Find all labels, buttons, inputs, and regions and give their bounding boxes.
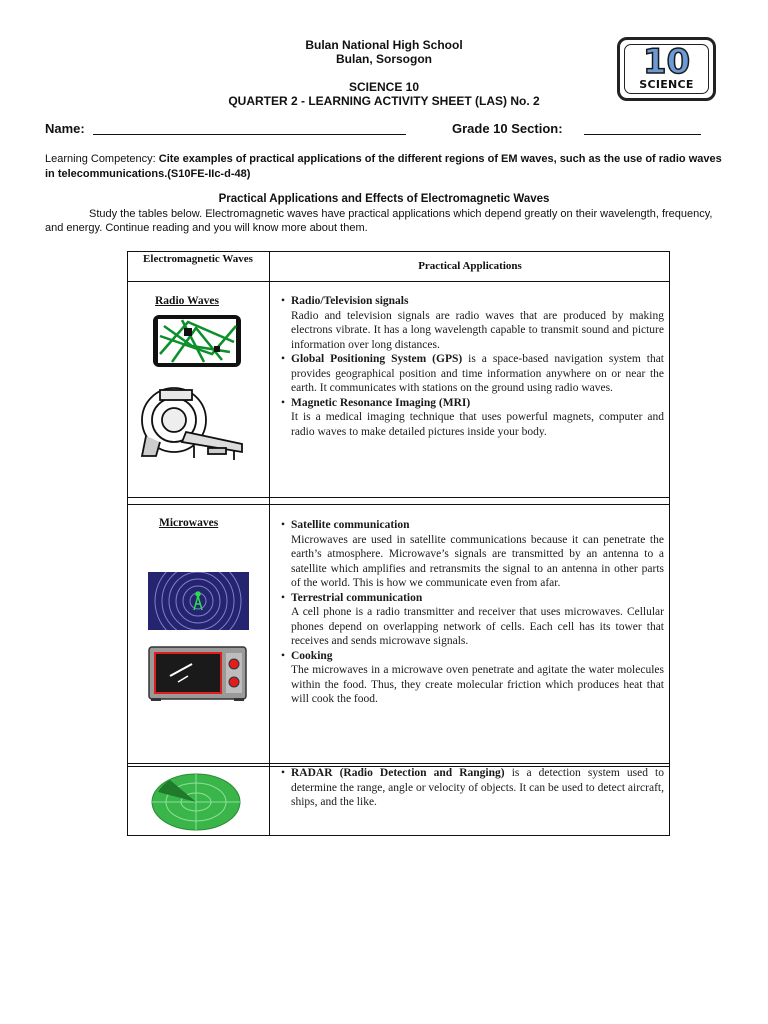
- section-title: Practical Applications and Effects of Electromagnetic Waves: [218, 193, 550, 205]
- app-title: Satellite communication: [291, 519, 410, 531]
- science-10-logo: [617, 37, 716, 101]
- table-column-divider: [269, 251, 270, 836]
- app-item-mri: [281, 396, 664, 440]
- radar-applications: [281, 766, 664, 810]
- app-item-terrestrial: [281, 591, 664, 649]
- app-title: Radio/Television signals: [291, 295, 409, 307]
- radar-screen-icon: [150, 770, 242, 832]
- table-header-divider: [127, 281, 670, 282]
- competency-label: Learning Competency:: [45, 153, 156, 165]
- app-description: Microwaves are used in satellite communications because it can penetrate the earth’s atmosphere. Microwave’s signals are transmitted by an antenna to a satellite which amplifies and retransmits the signal to an antenna in other parts of the world. This is how we communicate even from afar.: [291, 533, 664, 589]
- section-label: Grade 10 Section:: [452, 121, 563, 136]
- microwave-oven-icon: [148, 646, 247, 702]
- app-description: It is a medical imaging technique that uses powerful magnets, computer and radio waves to make detailed pictures inside your body.: [291, 411, 664, 438]
- row-divider-1: [127, 497, 670, 498]
- row-divider-1b: [127, 504, 670, 505]
- app-description: The microwaves in a microwave oven penetrate and agitate the water molecules within the food. Thus, they create molecular friction which produces heat that will cook the food.: [291, 664, 664, 705]
- intro-paragraph: Study the tables below. Electromagnetic waves have practical applications which depend greatly on their wavelength, frequency, and energy. Continue reading and you will know more about them.: [45, 208, 713, 234]
- learning-competency: [45, 152, 725, 182]
- logo-word: SCIENCE: [639, 78, 694, 91]
- section-blank-line[interactable]: [584, 134, 701, 135]
- app-description: is a space-based navigation system that provides geographical position and time information anywhere on or near the earth. It communicates with stations on the ground using radio waves.: [291, 353, 664, 394]
- name-section-row: [45, 121, 725, 139]
- logo-number: 10: [642, 42, 691, 82]
- table-border-right: [669, 251, 670, 836]
- app-item-cooking: [281, 649, 664, 707]
- school-location: Bulan, Sorsogon: [336, 52, 432, 66]
- table-border-left: [127, 251, 128, 836]
- app-item-radar: [281, 766, 664, 810]
- satellite-signal-icon: [148, 572, 249, 630]
- app-item-gps: [281, 352, 664, 396]
- radio-waves-applications: [281, 294, 664, 439]
- microwaves-label: Microwaves: [159, 517, 219, 529]
- app-title: Global Positioning System (GPS): [291, 353, 463, 365]
- radio-waves-label: Radio Waves: [155, 295, 220, 307]
- app-title: Magnetic Resonance Imaging (MRI): [291, 396, 471, 409]
- gps-map-icon: [152, 314, 242, 368]
- app-item-radio-tv: [281, 294, 664, 352]
- table-border-top: [127, 251, 670, 252]
- row-divider-2: [127, 763, 670, 764]
- app-title: Terrestrial communication: [291, 591, 423, 604]
- name-blank-line[interactable]: [93, 134, 406, 135]
- app-title: RADAR (Radio Detection and Ranging): [291, 767, 505, 779]
- subject-title: SCIENCE 10: [348, 80, 420, 94]
- table-border-bottom: [127, 835, 670, 836]
- app-description: A cell phone is a radio transmitter and receiver that uses microwaves. Cellular phones depend on overlapping network of cells. Each cell has its tower that receives and sends microwave signals.: [291, 606, 664, 647]
- app-item-satellite: [281, 518, 664, 591]
- school-name: Bulan National High School: [305, 38, 463, 52]
- app-description: is a detection system used to determine the range, angle or velocity of objects. It can be used to detect aircraft, ships, and the like.: [291, 767, 665, 808]
- sheet-title: QUARTER 2 - LEARNING ACTIVITY SHEET (LAS) No. 2: [228, 94, 540, 108]
- app-title: Cooking: [291, 649, 333, 662]
- mri-machine-icon: [138, 384, 250, 462]
- header-practical-applications: Practical Applications: [418, 260, 522, 272]
- microwaves-applications: [281, 518, 664, 707]
- name-label: Name:: [45, 121, 85, 136]
- competency-text: Cite examples of practical applications of the different regions of EM waves, such as the use of radio waves in telecommunications.(S10FE-IIc-d-48): [45, 153, 722, 180]
- header-em-waves: Electromagnetic Waves: [143, 253, 253, 265]
- app-description: Radio and television signals are radio waves that are produced by making electrons vibrate. It has a long wavelength capable to transmit sound and picture information over long distances.: [291, 309, 664, 351]
